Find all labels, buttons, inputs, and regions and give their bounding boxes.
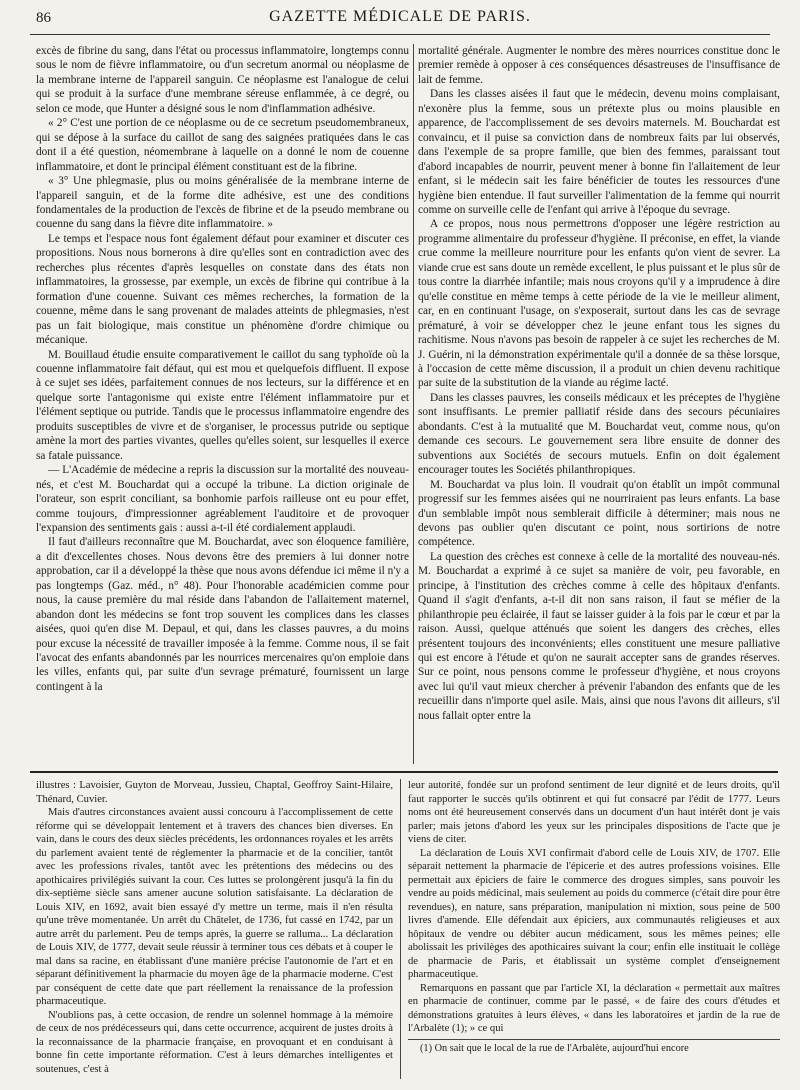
section-divider — [30, 771, 778, 773]
page-header — [30, 4, 770, 35]
paragraph: Remarquons en passant que par l'article XI, la déclaration « permettait aux maîtres en pharmacie de continuer, comme par le passé, « de faire des cours d'études et démonstrations gratuites à leurs élèves, « dans les laboratoires et jardin de la rue de l'Arbalète (1); » ce qui — [408, 982, 780, 1034]
paragraph: Il faut d'ailleurs reconnaître que M. Bouchardat, avec son éloquence familière, a dit d'excellentes choses. Nous devons être des premiers à lui donner notre approbation, car il a développé la thèse que nous avons défendue ici même il n'y a pas longtemps (Gaz. méd., n° 48). Pour l'honorable académicien comme pour nous, la cause première du mal réside dans l'abandon de l'allaitement maternel, abandon dont les médecins se font trop souvent les complices dans les classes aisées, quoi qu'en dise M. Depaul, et qui, dans les classes pauvres, a du moins pour excuse la nécessité de travailler imposée à la femme. Comme nous, il se fait l'avocat des enfants abandonnés par les nourrices mercenaires qu'on emploie dans les villes, enfants qui, par suite d'un sevrage prématuré, fournissent un large contingent à la — [36, 536, 409, 693]
paragraph: excès de fibrine du sang, dans l'état ou processus inflammatoire, longtemps connu sous le nom de fièvre inflammatoire, ou d'un secretum anormal ou néoplasme de la membrane interne de l'appareil sanguin. Ce néoplasme est l'analogue de celui qui se produit à la surface d'une membrane séreuse enflammée, à ce degré, ou selon ce mode, que Hunter a désigné sous le nom d'inflammation adhésive. — [36, 45, 409, 115]
paragraph: Mais d'autres circonstances avaient aussi concouru à l'accomplissement de cette réforme qui se développait lentement et à travers des chances bien diverses. En vain, dans le cours des deux siècles précédents, les ordonnances royales et les arrêts du parlement avaient tenté de réglementer la pharmacie et de la concilier, tantôt avec les professions rivales, tantôt avec les prétentions des médecins ou des apothicaires privilégiés suivant la cour. Ces luttes se prolongèrent jusqu'à la fin du dix-septième siècle sans amener aucune solution satisfaisante. La déclaration de Louis XIV, en 1692, avait bien essayé d'y mettre un terme, mais il n'en résulta qu'une trêve momentanée. Un arrêt du Châtelet, de 1736, fut cassé en 1742, par un autre arrêt du parlement. Peu de temps après, la guerre se ralluma... La déclaration de Louis XIV, de 1777, devait seule réussir à terminer tous ces débats et à couper le mal dans sa racine, en établissant d'une manière précise l'autonomie de l'art et en séparant définitivement la pharmacie du moyen âge de la pharmacie moderne. C'est par conséquent de cette date que part réellement la renaissance de la profession pharmaceutique. — [36, 807, 393, 1007]
top-left-column — [36, 44, 409, 766]
column-divider — [413, 44, 414, 764]
paragraph: M. Bouillaud étudie ensuite comparativement le caillot du sang typhoïde où la couenne inflammatoire fait défaut, qui est mou et quelquefois diffluent. Il expose à ce sujet ses idées, parfaitement connues de nos lecteurs, sur la différence et en quelque sorte l'antagonisme qui existe entre l'élément inflammatoire pur et l'élément septique ou putride. Tandis que le processus inflammatoire engendre des produits susceptibles de vivre et de s'organiser, le processus putride ou septique amène la mort des parties vivantes, quelles qu'elles soient, sur lesquelles il exerce sa fatale puissance. — [36, 348, 409, 462]
paragraph: N'oublions pas, à cette occasion, de rendre un solennel hommage à la mémoire de ceux de nos prédécesseurs qui, dans cette occurrence, acquirent de justes droits à la reconnaissance de la pharmacie française, en provoquant et en conduisant à bonne fin cette importante réformation. C'est à leurs démarches intelligentes et soutenues, c'est à — [36, 1009, 393, 1075]
paragraph: La question des crèches est connexe à celle de la mortalité des nouveau-nés. M. Bouchardat a exprimé à ce sujet sa manière de voir, peu favorable, en principe, à l'institution des crèches comme à celle des hôpitaux d'enfants. Quand il s'agit d'enfants, a-t-il dit non sans raison, il faut se méfier de la philanthropie peu éclairée, il faut se laisser guider à la fois par le cœur et par la raison. Aussi, quelque atténués que soient les dangers des crèches, elles présentent toujours des inconvénients; elles constituent une mesure palliative qui est encore à l'étude et qu'on ne saurait accepter sans de grandes réserves. Sur ce point, nous pensons comme le professeur d'hygiène, et nous croyons avec lui qu'il vaut mieux chercher à prévenir l'abandon des enfants que de les recueillir dans n'importe quel asile. Mais, ainsi que nous l'avons dit ailleurs, s'il nous fallait opter entre la — [418, 550, 780, 722]
journal-title: GAZETTE MÉDICALE DE PARIS. — [269, 8, 531, 25]
top-right-column — [418, 44, 780, 766]
paragraph: « 2° C'est une portion de ce néoplasme ou de ce secretum pseudomembraneux, qui se dépose à la surface du caillot de sang des saignées pratiquées dans le cas dont il a été question, néomembrane à laquelle on a donné le nom de couenne inflammatoire, et dont le principal élément constituant est de la fibrine. — [36, 117, 409, 173]
paragraph: M. Bouchardat va plus loin. Il voudrait qu'on établît un impôt communal progressif sur les femmes aisées qui ne nourriraient pas leurs enfants. La base d'un semblable impôt nous semblerait difficile à déterminer; mais nous ne devons pas oublier qu'en discutant ce point, nous sortirions de notre compétence. — [418, 478, 780, 549]
paragraph: illustres : Lavoisier, Guyton de Morveau, Jussieu, Chaptal, Geoffroy Saint-Hilaire, Thénard, Cuvier. — [36, 780, 393, 805]
paragraph: leur autorité, fondée sur un profond sentiment de leur dignité et de leurs droits, qu'il faut rapporter le succès qu'ils obtinrent et qui fut consacré par l'édit de 1777. Leurs noms ont été heureusement conservés dans un document d'un haut intérêt dont je vais parler; mais jetons d'abord les yeux sur les principales dispositions de l'acte que je viens de citer. — [408, 780, 780, 845]
paragraph: — L'Académie de médecine a repris la discussion sur la mortalité des nouveau-nés, et c'est M. Bouchardat qui a occupé la tribune. La diction originale de l'orateur, son esprit conciliant, sa bonhomie parfois railleuse ont eu pour effet, comme toujours, d'impressionner agréablement l'auditoire et de provoquer l'expansion des sentiments gais : aussi a-t-il été cordialement applaudi. — [36, 464, 409, 534]
paragraph: La déclaration de Louis XVI confirmait d'abord celle de Louis XIV, de 1707. Elle séparait nettement la pharmacie de l'épicerie et des autres professions voisines. Elle permettait aux épiciers de faire le commerce des drogues simples, sans pouvoir les vendre au poids médicinal, mais seulement au poids du commerce (c'était dire pour être revendues), en nature, sans préparation, manipulation ni mixtion, sous peine de 500 livres d'amende. Elle défendait aux épiciers, aux communautés religieuses et aux hôpitaux de vendre ou débiter aucun médicament, sous les mêmes peines; elle abolissait les privilèges des apothicaires suivant la cour; enfin elle instituait le collège de pharmacie de Paris, et établissait un système complet d'enseignement pharmaceutique. — [408, 847, 780, 980]
footnote-rule — [408, 1039, 780, 1056]
paragraph: A ce propos, nous nous permettrons d'opposer une légère restriction au programme alimentaire du professeur d'hygiène. Il préconise, en effet, la viande crue comme la meilleure nourriture pour les enfants qu'on vient de sevrer. La viande crue est sans doute un remède excellent, le plus puissant et le plus sûr de tous contre la diarrhée infantile; mais nous croyons qu'il y a imprudence à dire qu'elle constitue en même temps à cette période de la vie le meilleur aliment, car, en en continuant l'usage, on s'exposerait, surtout dans les cas de sevrage prématuré, à voir se développer chez le jeune enfant tous les signes du rachitisme. Nous n'avons pas besoin de rappeler à ce sujet les recherches de M. J. Guérin, ni la démonstration expérimentale qu'il a donnée de sa thèse lorsque, à l'occasion de cette même discussion, il a produit un chien devenu rachitique par suite de la substitution de la viande au régime lacté. — [418, 218, 780, 390]
paragraph: Le temps et l'espace nous font également défaut pour examiner et discuter ces propositions. Nous nous bornerons à dire qu'elles sont en contradiction avec des recherches plus récentes d'après lesquelles on constate dans des états non inflammatoires, la grossesse, par exemple, un excès de fibrine qui contribue à la formation d'une couenne. Suivant ces mêmes recherches, la formation de la couenne, même dans le sang provenant de malades atteints de phlegmasies, n'est pas un fait biologique, mais constitue un phénomène d'ordre chimique ou mécanique. — [36, 232, 409, 347]
feuilleton-left-column — [36, 779, 393, 1087]
footnote: (1) On sait que le local de la rue de l'Arbalète, aujourd'hui encore — [420, 1042, 689, 1054]
feuilleton-right-column — [408, 779, 780, 1087]
column-divider — [400, 779, 401, 1079]
page-number: 86 — [36, 10, 51, 26]
paragraph: Dans les classes aisées il faut que le médecin, devenu moins complaisant, n'exonère plus la femme, sous un prétexte plus ou moins plausible en apparence, de l'accomplissement de ses devoirs maternels. M. Bouchardat est convaincu, et il puise sa conviction dans de nombreux faits par lui observés, dans l'exemple de sa propre famille, que bien des femmes, paraissant tout d'abord incapables de nourrir, peuvent mener à bonne fin l'allaitement de leur enfant, si le médecin sait les faire bénéficier de toutes les ressources d'une hygiène bien entendue. Il faut surveiller l'alimentation de la femme qui nourrit comme on surveille celle de l'enfant qui arrive à l'époque du sevrage. — [418, 88, 780, 216]
paragraph: Dans les classes pauvres, les conseils médicaux et les préceptes de l'hygiène sont insuffisants. Le premier palliatif réside dans des secours pécuniaires abondants. C'est à la mutualité que M. Bouchardat veut, comme nous, qu'on demande ces secours. Le gouvernement sera libre ensuite de donner des subventions aux Sociétés de secours mutuels. Enfin on doit également encourager toutes les Sociétés philanthropiques. — [418, 391, 780, 477]
paragraph: mortalité générale. Augmenter le nombre des mères nourrices constitue donc le premier remède à opposer à ces conséquences désastreuses de l'insuffisance de lait de femme. — [418, 45, 780, 86]
paragraph: « 3° Une phlegmasie, plus ou moins généralisée de la membrane interne de l'appareil sanguin, et de la forme dite adhésive, est une des conditions fondamentales de la production de l'excès de fibrine et de la pseudo membrane ou couenne du sang dans la fièvre dite inflammatoire. » — [36, 175, 409, 231]
